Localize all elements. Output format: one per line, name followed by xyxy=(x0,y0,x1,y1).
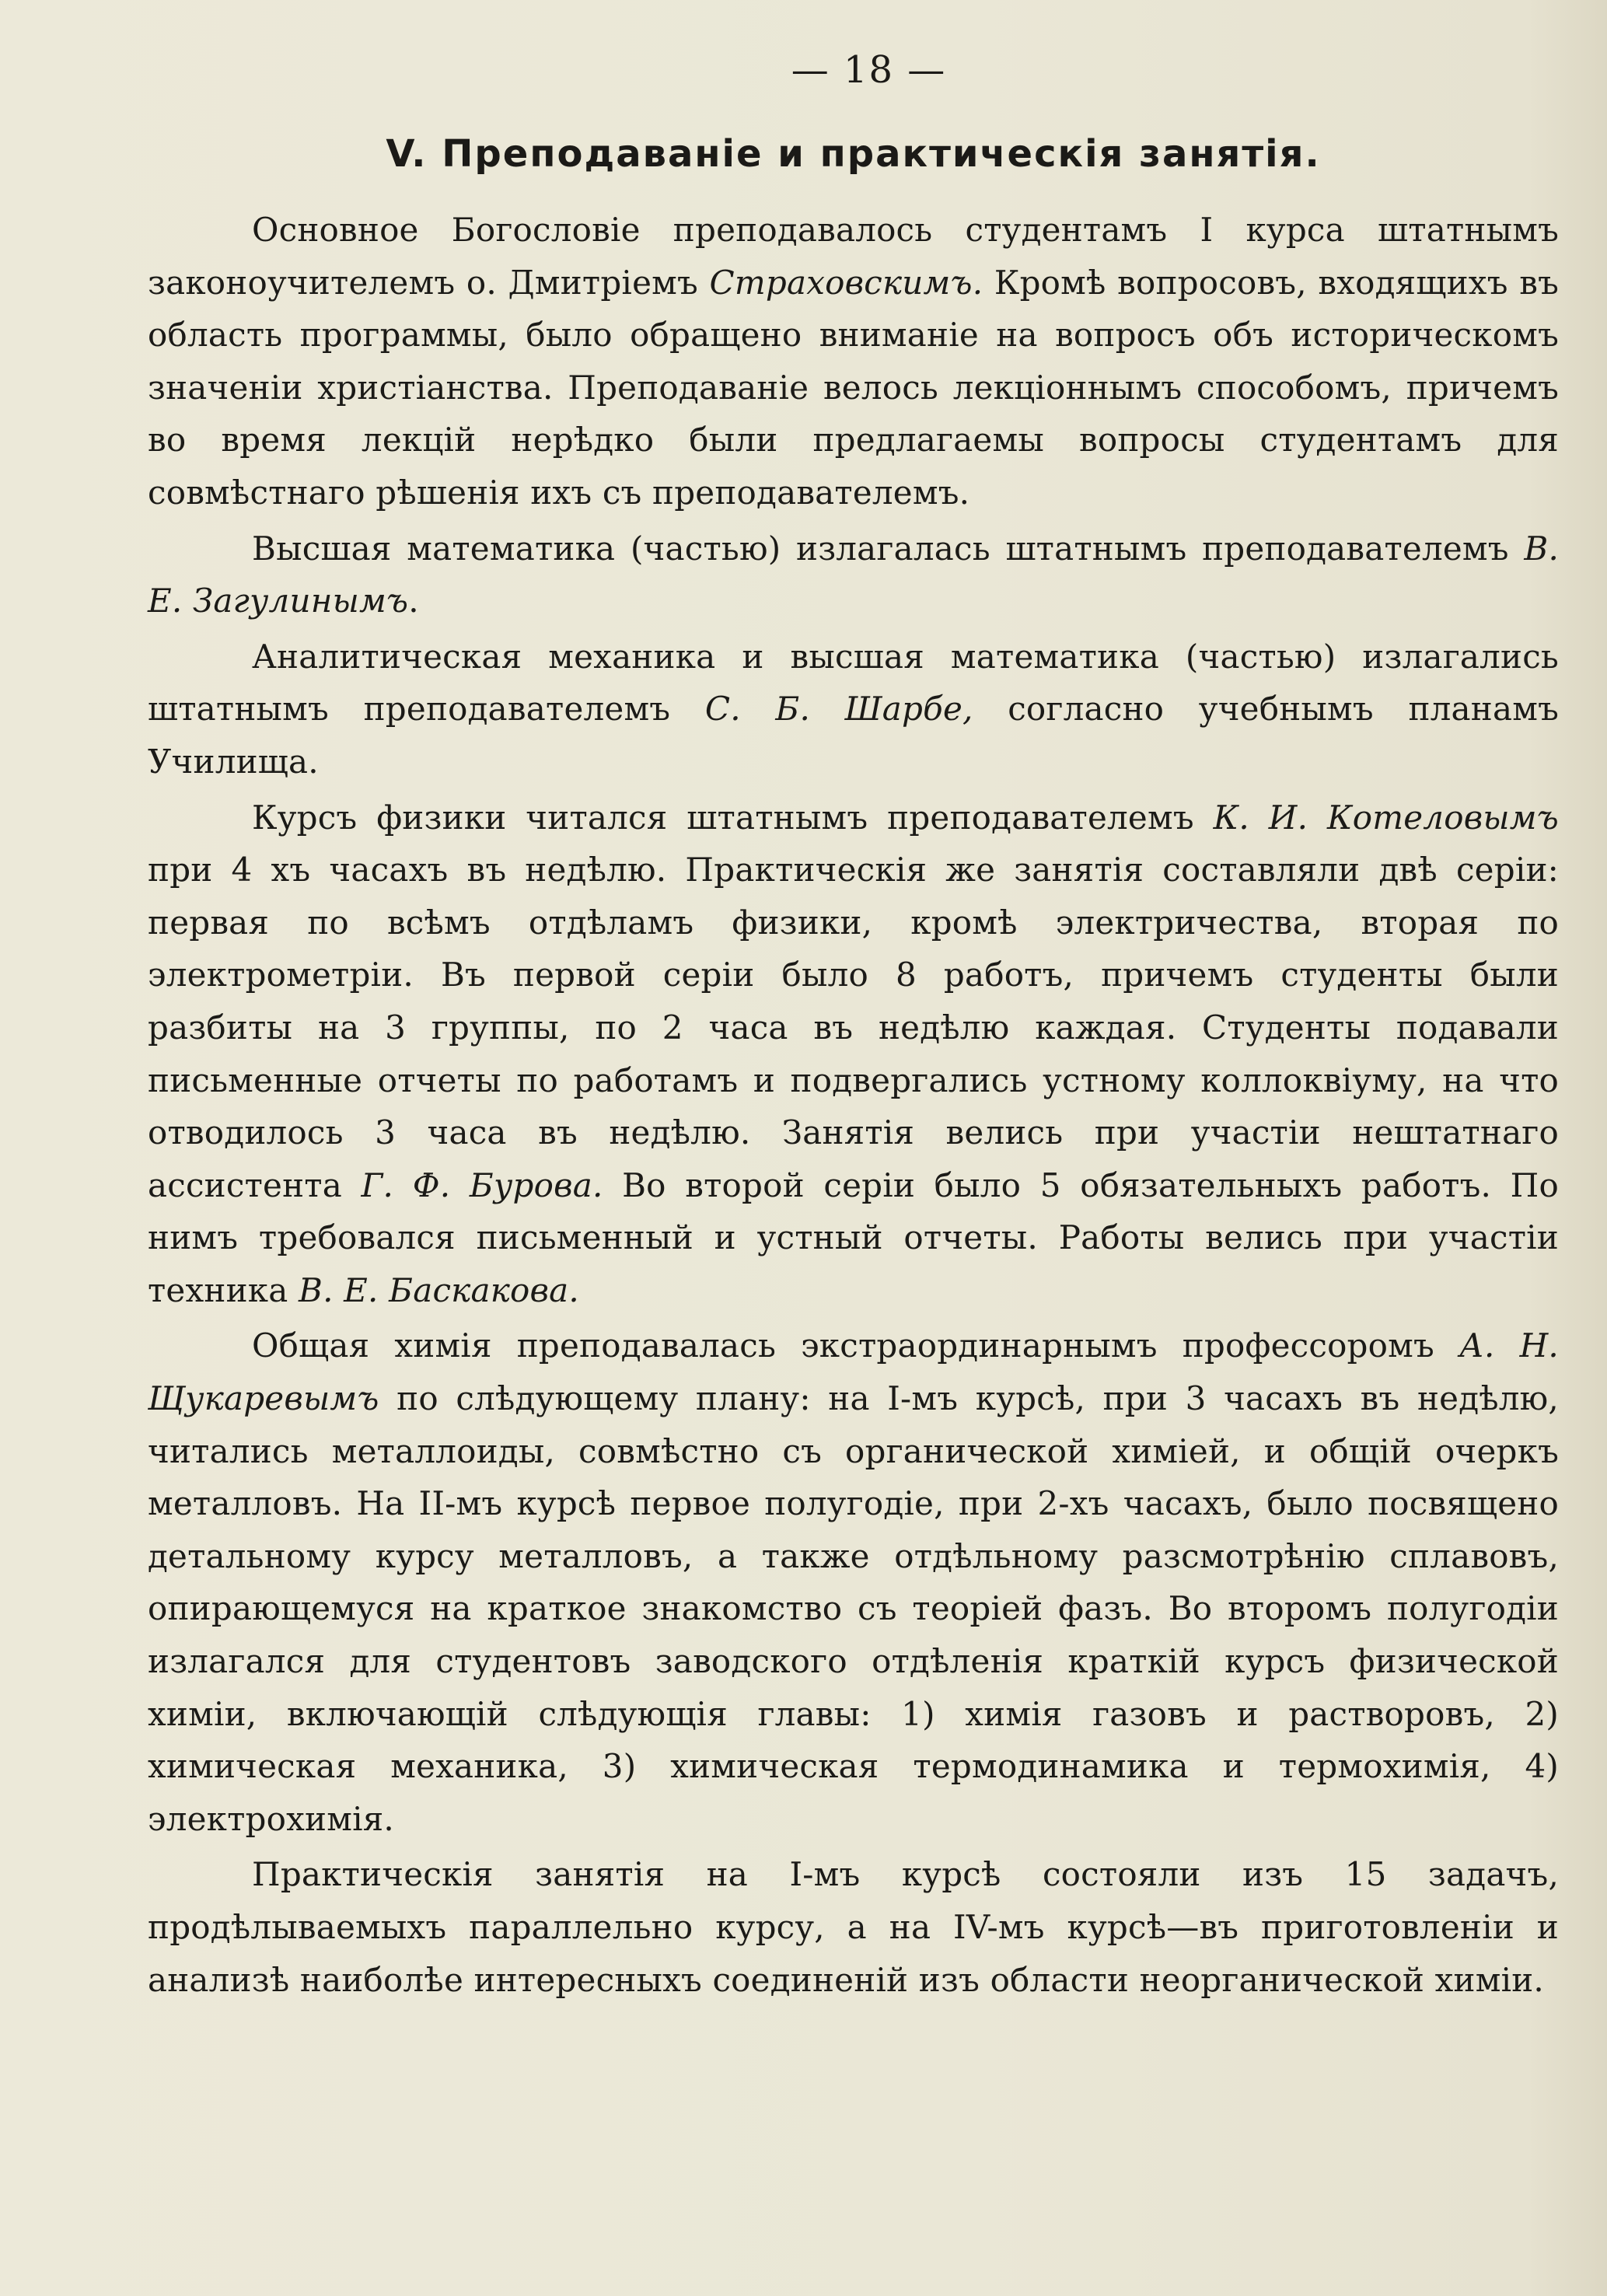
person-name: Г. Ф. Бурова. xyxy=(361,1165,603,1204)
person-name: В. Е. Баскакова. xyxy=(299,1270,579,1309)
text-run: Высшая математика (частью) излагалась штатнымъ преподавателемъ xyxy=(252,529,1525,568)
page-number: — 18 — xyxy=(791,48,947,92)
text-run: Практическія занятія на I-мъ курсѣ состояли изъ 15 задачъ, продѣлываемыхъ параллельно курсу, а на IV-мъ курсѣ—въ приготовленіи и анализѣ наиболѣе интересныхъ соединеній изъ области неорганической химіи. xyxy=(148,1855,1559,1999)
text-run: Во второй серіи было 5 обязательныхъ работъ. По нимъ требовался письменный и устный отчеты. Работы велись при участіи техника xyxy=(148,1165,1559,1309)
paragraph-physics xyxy=(148,792,1559,1317)
person-name: С. Б. Шарбе, xyxy=(704,690,973,729)
text-run: согласно учебнымъ планамъ Училища. xyxy=(148,690,1559,781)
person-name: Страховскимъ. xyxy=(709,263,983,302)
text-run: Кромѣ вопросовъ, входящихъ въ область программы, было обращено вниманіе на вопросъ объ историческомъ значеніи христіанства. Преподаваніе велось лекціоннымъ способомъ, причемъ во время лекцій нерѣдко были предлагаемы вопросы студентамъ для совмѣстнаго рѣшенія ихъ съ преподавателемъ. xyxy=(148,263,1559,512)
paragraph-chemistry xyxy=(148,1319,1559,1845)
person-name: В. Е. Загулинымъ xyxy=(148,529,1559,620)
paragraph-mechanics xyxy=(148,631,1559,788)
text-run: Аналитическая механика и высшая математика (частью) излагались штатнымъ преподавателемъ xyxy=(148,637,1559,729)
person-name: А. Н. Щукаревымъ xyxy=(148,1326,1559,1418)
paragraph-higher-math xyxy=(148,522,1559,627)
text-run: по слѣдующему плану: на I-мъ курсѣ, при 3 часахъ въ недѣлю, читались металлоиды, совмѣстно съ органической химіей, и общій очеркъ металловъ. На II-мъ курсѣ первое полугодіе, при 2-хъ часахъ, было посвящено детальному курсу металловъ, а также отдѣльному разсмотрѣнію сплавовъ, опирающемуся на краткое знакомство съ теоріей фазъ. Во второмъ полугодіи излагался для студентовъ заводского отдѣленія краткій курсъ физической химіи, включающій слѣдующія главы: 1) химія газовъ и растворовъ, 2) химическая механика, 3) химическая термодинамика и термохимія, 4) электрохимія. xyxy=(148,1379,1559,1838)
text-run: Общая химія преподавалась экстраординарнымъ профессоромъ xyxy=(252,1326,1459,1365)
text-run: Курсъ физики читался штатнымъ преподавателемъ xyxy=(252,798,1214,837)
person-name: К. И. Котеловымъ xyxy=(1213,798,1559,837)
section-title: V. Преподаваніе и практическія занятія. xyxy=(386,132,1321,176)
paragraph-theology xyxy=(148,204,1559,519)
paragraph-practical xyxy=(148,1848,1559,2006)
text-run: при 4 хъ часахъ въ недѣлю. Практическія же занятія составляли двѣ серіи: первая по всѣмъ отдѣламъ физики, кромѣ электричества, вторая по электрометріи. Въ первой серіи было 8 работъ, причемъ студенты были разбиты на 3 группы, по 2 часа въ недѣлю каждая. Студенты подавали письменные отчеты по работамъ и подвергались устному коллоквіуму, на что отводилось 3 часа въ недѣлю. Занятія велись при участіи нештатнаго ассистента xyxy=(148,851,1559,1204)
text-run: Основное Богословіе преподавалось студентамъ I курса штатнымъ законоучителемъ о. Дмитріемъ xyxy=(148,211,1559,302)
text-run: . xyxy=(408,582,419,620)
